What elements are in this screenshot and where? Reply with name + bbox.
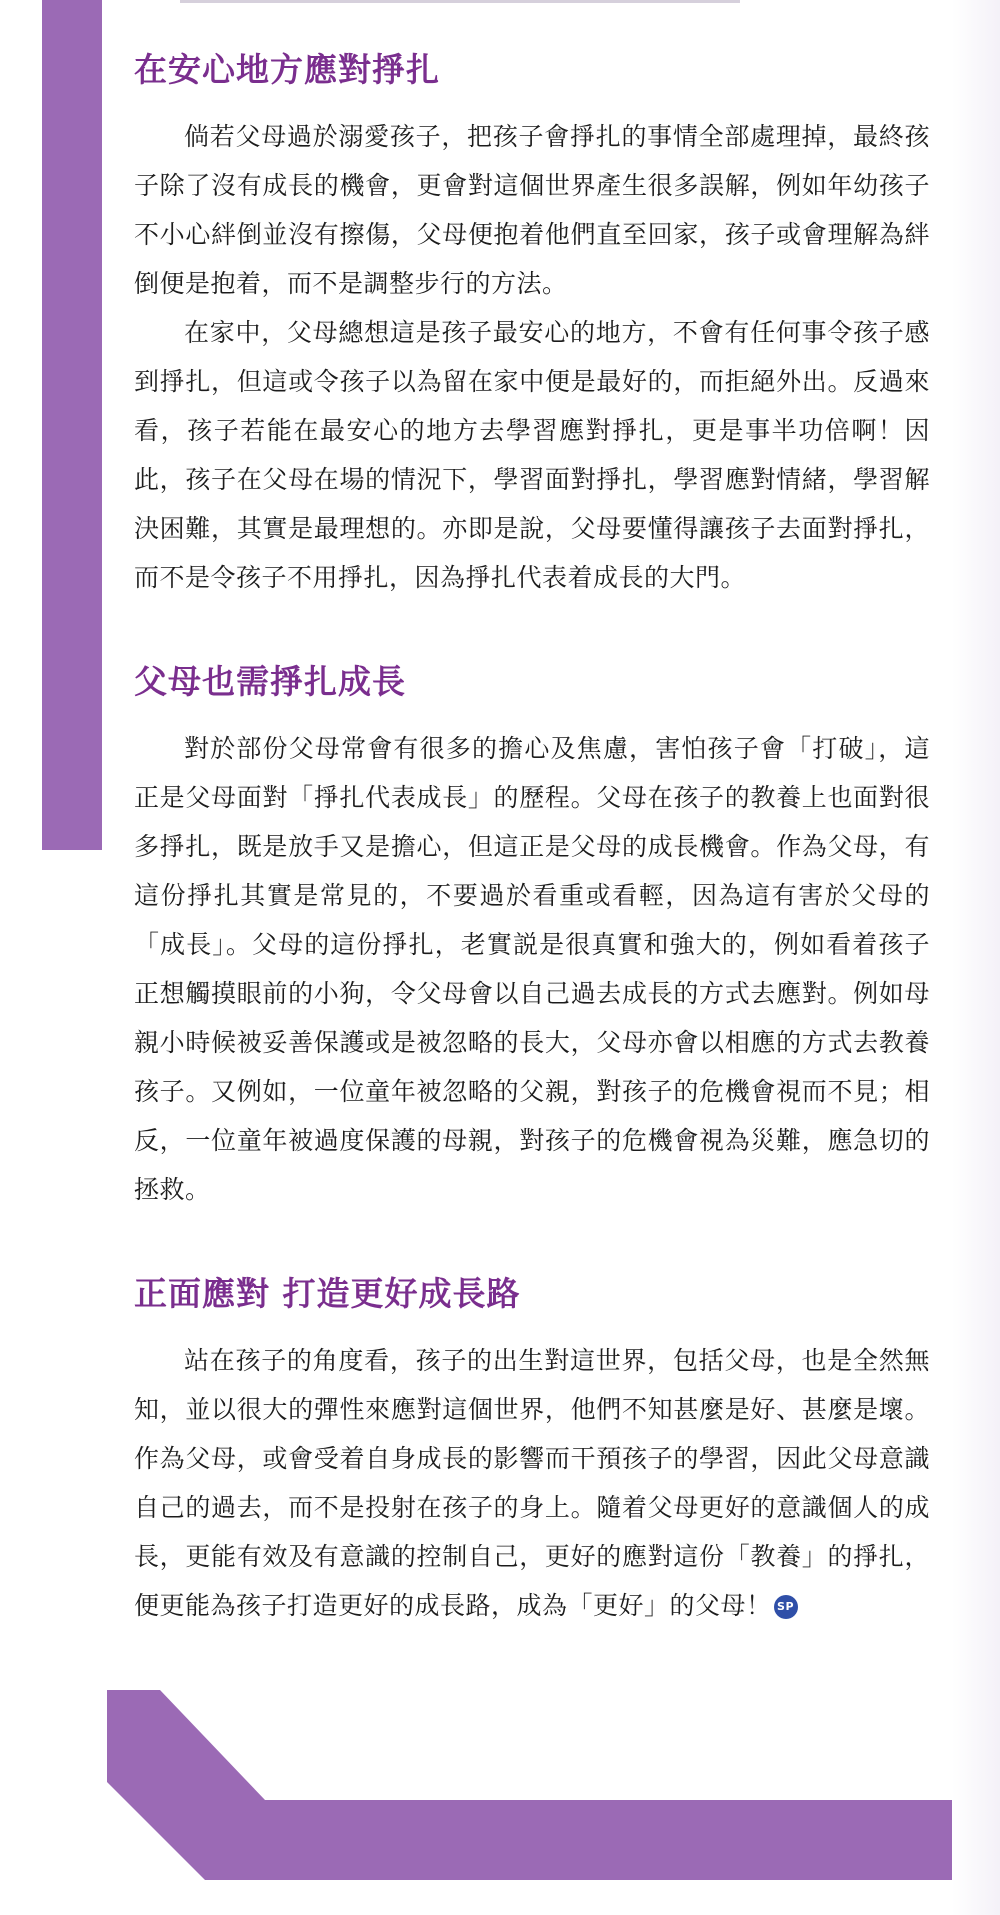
section-heading: 在安心地方應對掙扎 <box>134 50 440 89</box>
section-heading: 正面應對 打造更好成長路 <box>134 1274 521 1313</box>
section-1 <box>134 44 930 602</box>
section-2 <box>134 656 930 1214</box>
section-3 <box>134 1268 930 1630</box>
paragraph: 倘若父母過於溺愛孩子，把孩子會掙扎的事情全部處理掉，最終孩子除了沒有成長的機會，更會對這個世界產生很多誤解，例如年幼孩子不小心絆倒並沒有擦傷，父母便抱着他們直至回家，孩子或會理解為絆倒便是抱着，而不是調整步行的方法。 <box>134 122 930 298</box>
right-page-edge <box>952 0 1000 1915</box>
top-divider <box>180 0 740 3</box>
bottom-accent-band <box>0 1690 1000 1915</box>
left-accent-bar <box>42 0 102 850</box>
paragraph-text: 站在孩子的角度看，孩子的出生對這世界，包括父母，也是全然無知，並以很大的彈性來應對這個世界，他們不知甚麼是好、甚麼是壞。作為父母，或會受着自身成長的影響而干預孩子的學習，因此父母意識自己的過去，而不是投射在孩子的身上。隨着父母更好的意識個人的成長，更能有效及有意識的控制自己，更好的應對這份「教養」的掙扎，便更能為孩子打造更好的成長路，成為「更好」的父母！ <box>134 1346 930 1620</box>
article-body <box>134 44 930 1630</box>
sp-logo-icon: SP <box>774 1595 798 1619</box>
paragraph: 對於部份父母常會有很多的擔心及焦慮，害怕孩子會「打破」，這正是父母面對「掙扎代表成長」的歷程。父母在孩子的教養上也面對很多掙扎，既是放手又是擔心，但這正是父母的成長機會。作為父母，有這份掙扎其實是常見的，不要過於看重或看輕，因為這有害於父母的「成長」。父母的這份掙扎，老實説是很真實和強大的，例如看着孩子正想觸摸眼前的小狗，令父母會以自己過去成長的方式去應對。例如母親小時候被妥善保護或是被忽略的長大，父母亦會以相應的方式去教養孩子。又例如，一位童年被忽略的父親，對孩子的危機會視而不見；相反，一位童年被過度保護的母親，對孩子的危機會視為災難，應急切的拯救。 <box>134 734 930 1204</box>
paragraph <box>134 1336 930 1630</box>
paragraph: 在家中，父母總想這是孩子最安心的地方，不會有任何事令孩子感到掙扎，但這或令孩子以為留在家中便是最好的，而拒絕外出。反過來看，孩子若能在最安心的地方去學習應對掙扎，更是事半功倍啊！因此，孩子在父母在場的情況下，學習面對掙扎，學習應對情緒，學習解決困難，其實是最理想的。亦即是說，父母要懂得讓孩子去面對掙扎，而不是令孩子不用掙扎，因為掙扎代表着成長的大門。 <box>134 318 930 592</box>
bottom-band-shape <box>107 1690 952 1880</box>
section-heading: 父母也需掙扎成長 <box>134 662 406 701</box>
